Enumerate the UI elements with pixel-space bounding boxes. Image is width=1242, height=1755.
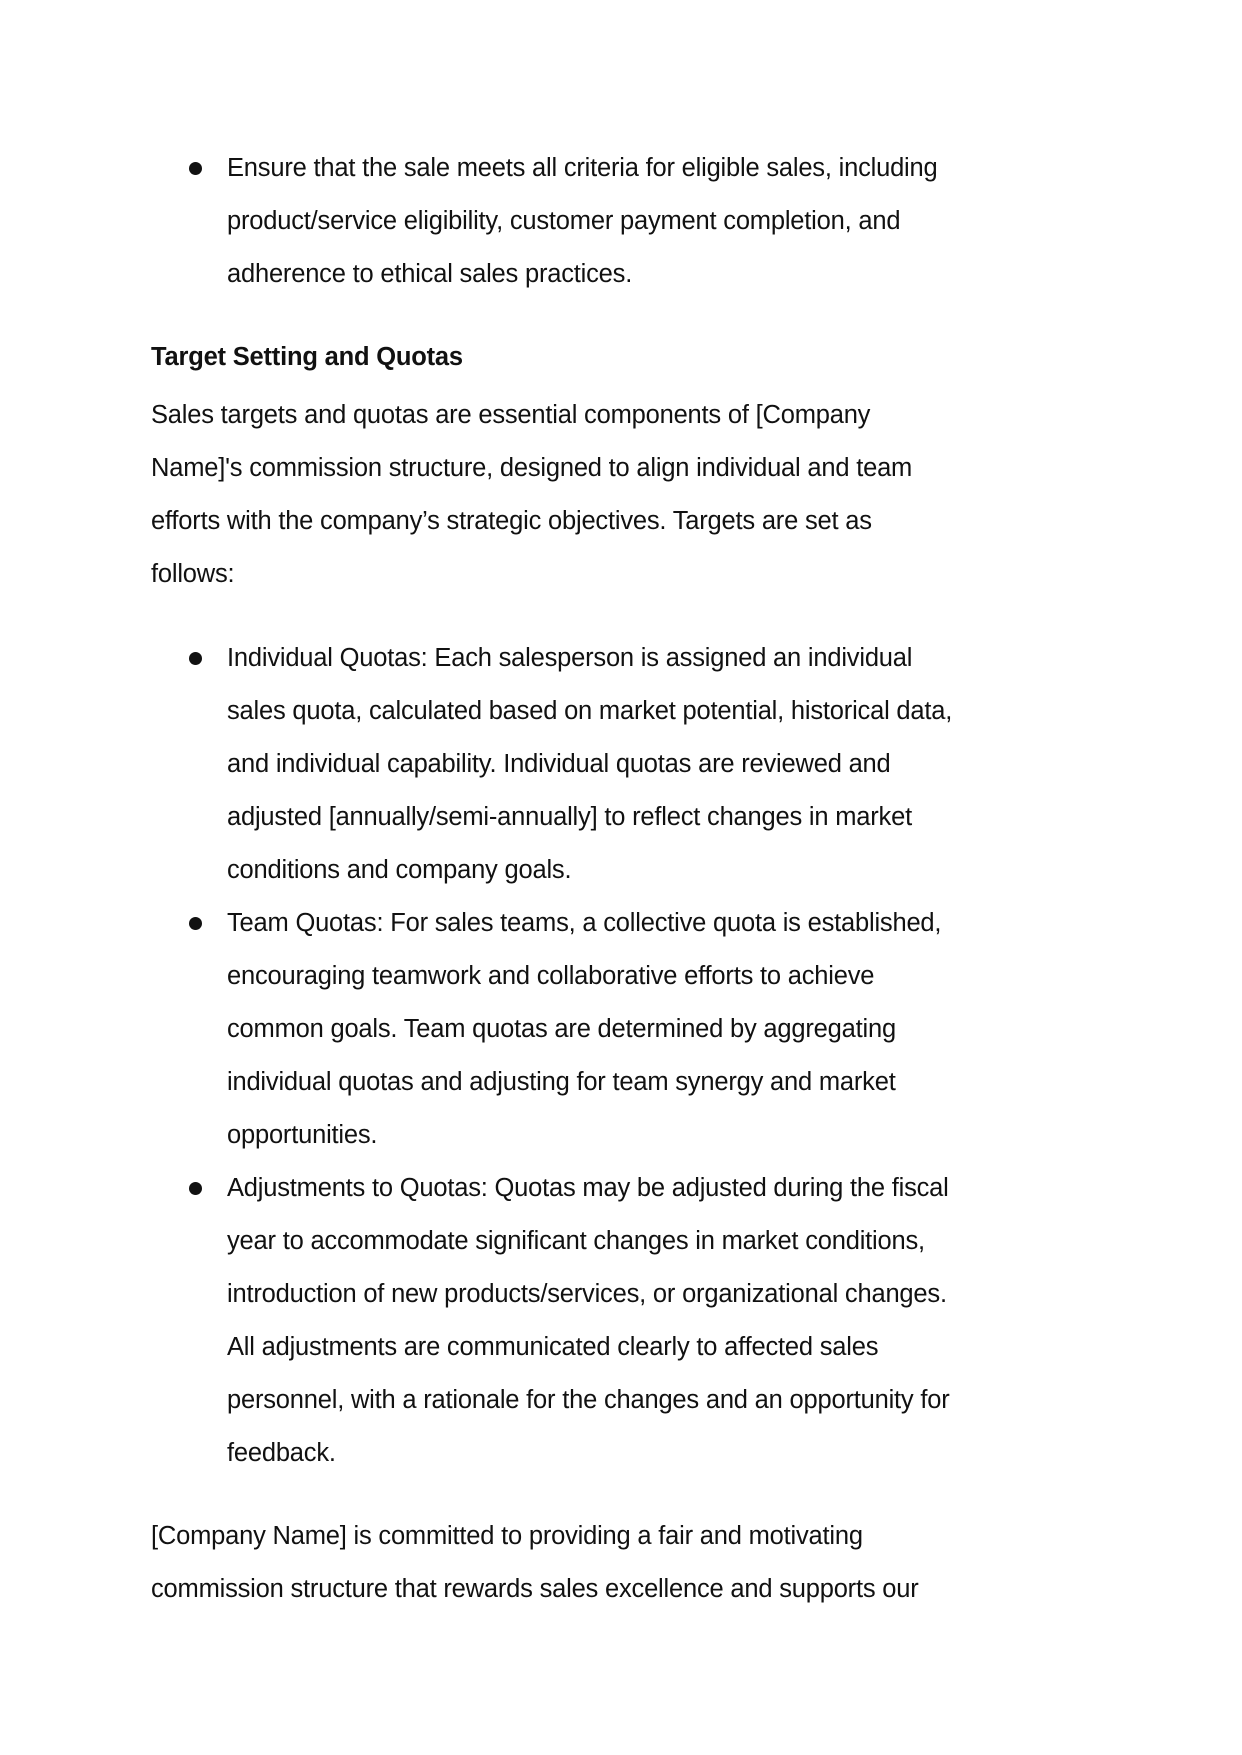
text-line: personnel, with a rationale for the changes and an opportunity for [227,1386,950,1414]
text-line: feedback. [227,1439,336,1467]
text-line: sales quota, calculated based on market potential, historical data, [227,697,953,725]
closing-paragraph [151,1510,919,1616]
bullet-item-eligibility [227,142,938,301]
text-line: introduction of new products/services, or organizational changes. [227,1280,947,1308]
text-line: encouraging teamwork and collaborative efforts to achieve [227,962,875,990]
text-line: and individual capability. Individual quotas are reviewed and [227,750,891,778]
text-line: All adjustments are communicated clearly to affected sales [227,1333,879,1361]
text-line: adherence to ethical sales practices. [227,260,633,288]
bullet-icon [189,652,202,665]
intro-paragraph [151,389,912,601]
text-line: individual quotas and adjusting for team synergy and market [227,1068,896,1096]
text-line: Ensure that the sale meets all criteria for eligible sales, including [227,154,938,182]
text-line: efforts with the company’s strategic objectives. Targets are set as [151,507,872,535]
text-line: adjusted [annually/semi-annually] to reflect changes in market [227,803,912,831]
text-line: [Company Name] is committed to providing a fair and motivating [151,1522,863,1550]
bullet-icon [189,162,202,175]
text-line: follows: [151,560,235,588]
text-line: Team Quotas: For sales teams, a collective quota is established, [227,909,942,937]
bullet-item-quota-adjustments [227,1162,950,1480]
text-line: commission structure that rewards sales excellence and supports our [151,1575,919,1603]
text-line: Individual Quotas: Each salesperson is assigned an individual [227,644,913,672]
text-line: Sales targets and quotas are essential components of [Company [151,401,871,429]
text-line: Name]'s commission structure, designed to align individual and team [151,454,913,482]
text-line: product/service eligibility, customer payment completion, and [227,207,901,235]
text-line: Adjustments to Quotas: Quotas may be adjusted during the fiscal [227,1174,949,1202]
bullet-item-team-quotas [227,897,941,1162]
bullet-icon [189,1182,202,1195]
section-heading: Target Setting and Quotas [151,343,463,371]
bullet-item-individual-quotas [227,632,952,897]
text-line: opportunities. [227,1121,378,1149]
text-line: conditions and company goals. [227,856,572,884]
text-line: common goals. Team quotas are determined by aggregating [227,1015,896,1043]
text-line: year to accommodate significant changes in market conditions, [227,1227,925,1255]
bullet-icon [189,917,202,930]
